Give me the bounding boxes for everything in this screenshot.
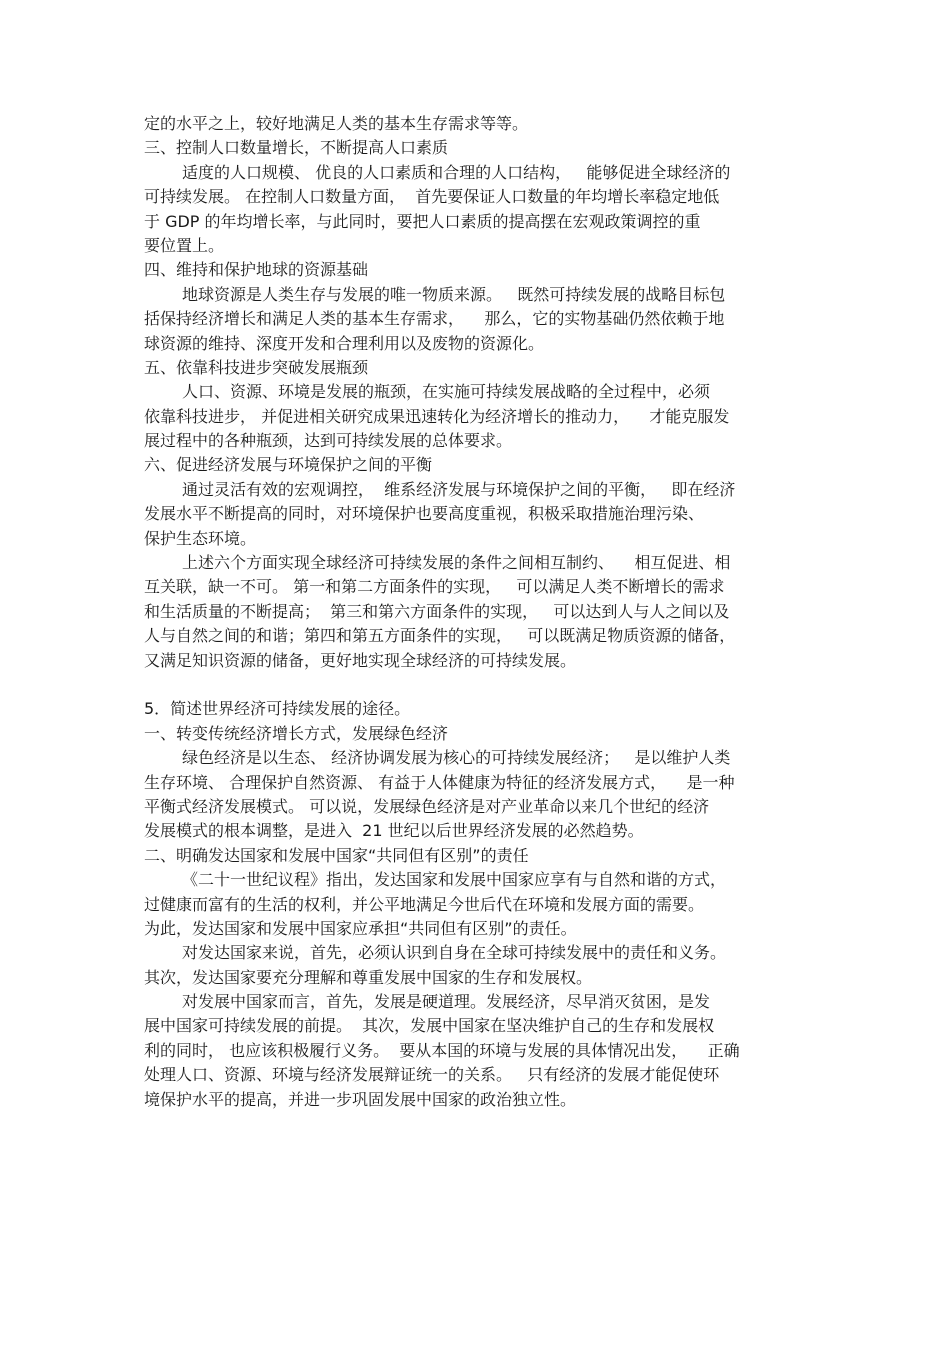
- text-line: 《二十一世纪议程》指出，发达国家和发展中国家应享有与自然和谐的方式，: [182, 870, 727, 890]
- text-line: 对发展中国家而言，首先，发展是硬道理。发展经济，尽早消灭贫困，是发: [182, 992, 711, 1012]
- text-line: 和生活质量的不断提高； 第三和第六方面条件的实现， 可以达到人与人之间以及: [144, 601, 730, 621]
- text-line: 可持续发展。 在控制人口数量方面， 首先要保证人口数量的年均增长率稳定地低: [144, 187, 720, 207]
- text-line: 对发达国家来说，首先，必须认识到自身在全球可持续发展中的责任和义务。: [182, 943, 727, 963]
- text-line: 展过程中的各种瓶颈，达到可持续发展的总体要求。: [144, 431, 513, 451]
- text-line: 互关联，缺一不可。 第一和第二方面条件的实现， 可以满足人类不断增长的需求: [144, 577, 725, 597]
- text-line: 其次，发达国家要充分理解和尊重发展中国家的生存和发展权。: [144, 967, 593, 987]
- question-heading: 5．简述世界经济可持续发展的途径。: [144, 699, 411, 719]
- text-line: 绿色经济是以生态、 经济协调发展为核心的可持续发展经济； 是以维护人类: [182, 748, 731, 768]
- section-heading: 五、依靠科技进步突破发展瓶颈: [144, 357, 369, 377]
- text-line: 人口、资源、环境是发展的瓶颈，在实施可持续发展战略的全过程中，必须: [182, 382, 711, 402]
- text-line: 定的水平之上，较好地满足人类的基本生存需求等等。: [144, 114, 529, 133]
- section-heading: 六、促进经济发展与环境保护之间的平衡: [144, 455, 433, 475]
- text-line: 展中国家可持续发展的前提。 其次，发展中国家在坚决维护自己的生存和发展权: [144, 1016, 715, 1036]
- text-line: 要位置上。: [144, 235, 225, 255]
- text-line: 人与自然之间的和谐；第四和第五方面条件的实现， 可以既满足物质资源的储备，: [144, 626, 736, 646]
- section-heading: 一、转变传统经济增长方式，发展绿色经济: [144, 723, 449, 743]
- text-line: 依靠科技进步， 并促进相关研究成果迅速转化为经济增长的推动力， 才能克服发: [144, 406, 730, 426]
- text-line: 利的同时， 也应该积极履行义务。 要从本国的环境与发展的具体情况出发， 正确: [144, 1040, 740, 1060]
- document-page: [144, 112, 814, 1112]
- section-heading: 三、控制人口数量增长，不断提高人口素质: [144, 138, 449, 158]
- text-line: 括保持经济增长和满足人类的基本生存需求， 那么，它的实物基础仍然依赖于地: [144, 309, 725, 329]
- blank-line: [144, 673, 814, 697]
- text-line: 又满足知识资源的储备，更好地实现全球经济的可持续发展。: [144, 650, 577, 670]
- section-heading: 二、明确发达国家和发展中国家“共同但有区别”的责任: [144, 845, 529, 865]
- text-line: 上述六个方面实现全球经济可持续发展的条件之间相互制约、 相互促进、相: [182, 553, 731, 573]
- text-line: 处理人口、资源、环境与经济发展辩证统一的关系。 只有经济的发展才能促使环: [144, 1065, 720, 1085]
- text-line: 过健康而富有的生活的权利，并公平地满足今世后代在环境和发展方面的需要。: [144, 894, 705, 914]
- text-line: 境保护水平的提高，并进一步巩固发展中国家的政治独立性。: [144, 1089, 577, 1109]
- text-line: 球资源的维持、深度开发和合理利用以及废物的资源化。: [144, 333, 545, 353]
- text-line: 发展模式的根本调整，是进入 21 世纪以后世界经济发展的必然趋势。: [144, 821, 644, 841]
- text-line: 保护生态环境。: [144, 528, 257, 548]
- text-line: 为此，发达国家和发展中国家应承担“共同但有区别”的责任。: [144, 918, 577, 938]
- section-heading: 四、维持和保护地球的资源基础: [144, 260, 369, 280]
- text-line: 发展水平不断提高的同时，对环境保护也要高度重视，积极采取措施治理污染、: [144, 504, 705, 524]
- text-line: 平衡式经济发展模式。 可以说，发展绿色经济是对产业革命以来几个世纪的经济: [144, 796, 710, 816]
- text-line: 于 GDP 的年均增长率，与此同时，要把人口素质的提高摆在宏观政策调控的重: [144, 211, 701, 231]
- text-line: 生存环境、 合理保护自然资源、 有益于人体健康为特征的经济发展方式， 是一种: [144, 772, 735, 792]
- text-line: 通过灵活有效的宏观调控， 维系经济发展与环境保护之间的平衡， 即在经济: [182, 479, 736, 499]
- text-line: 适度的人口规模、 优良的人口素质和合理的人口结构， 能够促进全球经济的: [182, 162, 731, 182]
- text-line: 地球资源是人类生存与发展的唯一物质来源。 既然可持续发展的战略目标包: [182, 284, 726, 304]
